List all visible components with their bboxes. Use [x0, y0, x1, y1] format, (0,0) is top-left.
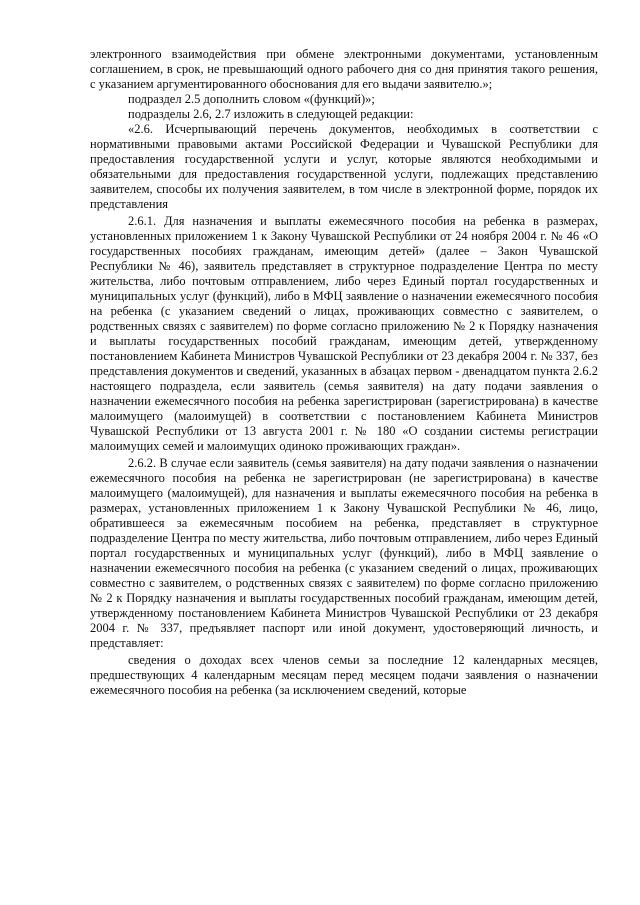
paragraph-2-6-1: 2.6.1. Для назначения и выплаты ежемесячного пособия на ребенка в размерах, установленных приложением 1 к Закону Чувашской Республики от 24 ноября 2004 г. № 46 «О государственных пособиях гражданам, имеющим детей» (далее – Закон Чувашской Республики № 46), заявитель представляет в структурное подразделение Центра по месту жительства, либо почтовым отправлением, либо через Единый портал государственных и муниципальных услуг (функций), либо в МФЦ заявление о назначении ежемесячного пособия на ребенка (с указанием сведений о лицах, проживающих совместно с заявителем, о родственных связях с заявителем) по форме согласно приложению № 2 к Порядку назначения и выплаты государственных пособий гражданам, имеющим детей, утвержденному постановлением Кабинета Министров Чувашской Республики от 23 декабря 2004 г. № 337, без представления документов и сведений, указанных в абзацах первом - двенадцатом пункта 2.6.2 настоящего подраздела, если заявитель (семья заявителя) на дату подачи заявления о назначении ежемесячного пособия на ребенка зарегистрирован (зарегистрирована) в качестве малоимущего (малоимущей) в соответствии с постановлением Кабинета Министров Чувашской Республики от 13 августа 2001 г. № 180 «О создании системы регистрации малоимущих семей и малоимущих одиноко проживающих граждан».: [90, 214, 598, 453]
paragraph-income-info: сведения о доходах всех членов семьи за последние 12 календарных месяцев, предшествующих 4 календарным месяцам перед месяцем подачи заявления о назначении ежемесячного пособия на ребенка (за исключением сведений, которые: [90, 653, 598, 697]
paragraph-2-6-2: 2.6.2. В случае если заявитель (семья заявителя) на дату подачи заявления о назначении ежемесячного пособия на ребенка не зарегистрирован (не зарегистрирована) в качестве малоимущего (малоимущей), для назначения и выплаты ежемесячного пособия на ребенка в размерах, установленных приложением 1 к Закону Чувашской Республики № 46, лицо, обратившееся за ежемесячным пособием на ребенка, представляет в структурное подразделение Центра по месту жительства, либо почтовым отправлением, либо через Единый портал государственных и муниципальных услуг (функций), либо в МФЦ заявление о назначении ежемесячного пособия на ребенка (с указанием сведений о лицах, проживающих совместно с заявителем, о родственных связях с заявителем) по форме согласно приложению № 2 к Порядку назначения и выплаты государственных пособий гражданам, имеющим детей, утвержденному постановлением Кабинета Министров Чувашской Республики от 23 декабря 2004 г. № 337, предъявляет паспорт или иной документ, удостоверяющий личность, и представляет:: [90, 456, 598, 650]
paragraph-subsections-2-6-2-7: подразделы 2.6, 2.7 изложить в следующей редакции:: [128, 107, 414, 121]
paragraph-continuation: электронного взаимодействия при обмене электронными документами, установленным соглашением, в срок, не превышающий одного рабочего дня со дня принятия такого решения, с указанием аргументированного обоснования для его выдачи заявителю.»;: [90, 47, 598, 91]
paragraph-2-6-heading: «2.6. Исчерпывающий перечень документов, необходимых в соответствии с нормативными правовыми актами Российской Федерации и Чувашской Республики для предоставления государственной услуги и услуг, которые являются необходимыми и обязательными для предоставления государственной услуги, подлежащих представлению заявителем, способы их получения заявителем, в том числе в электронной форме, порядок их представления: [90, 122, 598, 211]
paragraph-subsection-2-5: подраздел 2.5 дополнить словом «(функций)»;: [128, 92, 375, 106]
